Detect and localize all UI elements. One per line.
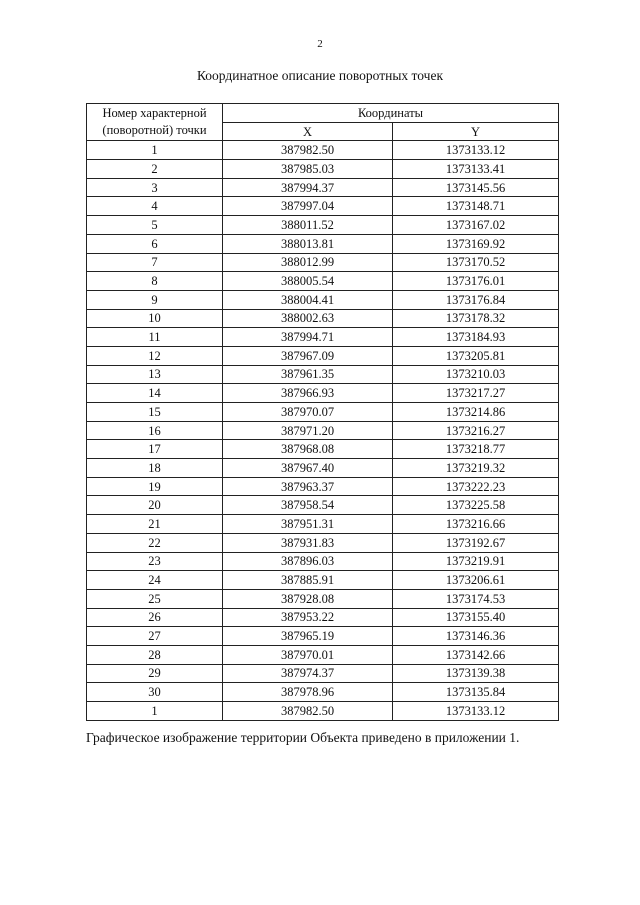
y-coordinate-cell: 1373216.66 <box>393 515 559 534</box>
y-coordinate-cell: 1373210.03 <box>393 365 559 384</box>
x-coordinate-cell: 387963.37 <box>223 477 393 496</box>
x-coordinate-cell: 387951.31 <box>223 515 393 534</box>
table-row <box>87 234 559 253</box>
table-row <box>87 645 559 664</box>
point-number-cell: 24 <box>87 571 223 590</box>
x-coordinate-cell: 387966.93 <box>223 384 393 403</box>
point-number-cell: 13 <box>87 365 223 384</box>
y-coordinate-cell: 1373214.86 <box>393 403 559 422</box>
table-row <box>87 571 559 590</box>
point-number-cell: 22 <box>87 533 223 552</box>
table-row <box>87 272 559 291</box>
point-number-cell: 11 <box>87 328 223 347</box>
table-row <box>87 515 559 534</box>
point-number-cell: 18 <box>87 459 223 478</box>
x-coordinate-cell: 387994.71 <box>223 328 393 347</box>
y-coordinate-cell: 1373192.67 <box>393 533 559 552</box>
point-number-cell: 25 <box>87 589 223 608</box>
table-row <box>87 459 559 478</box>
point-number-cell: 16 <box>87 421 223 440</box>
table-row <box>87 533 559 552</box>
point-number-cell: 4 <box>87 197 223 216</box>
table-row <box>87 178 559 197</box>
y-coordinate-cell: 1373133.12 <box>393 702 559 721</box>
table-row <box>87 477 559 496</box>
table-row <box>87 216 559 235</box>
point-number-cell: 20 <box>87 496 223 515</box>
point-number-cell: 9 <box>87 290 223 309</box>
table-row <box>87 197 559 216</box>
x-coordinate-cell: 387970.01 <box>223 645 393 664</box>
header-y: Y <box>393 122 559 141</box>
x-coordinate-cell: 388002.63 <box>223 309 393 328</box>
y-coordinate-cell: 1373219.32 <box>393 459 559 478</box>
y-coordinate-cell: 1373139.38 <box>393 664 559 683</box>
table-body <box>87 141 559 720</box>
point-number-cell: 3 <box>87 178 223 197</box>
table-row <box>87 608 559 627</box>
point-number-cell: 28 <box>87 645 223 664</box>
x-coordinate-cell: 387967.09 <box>223 346 393 365</box>
point-number-cell: 27 <box>87 627 223 646</box>
table-row <box>87 440 559 459</box>
table-row <box>87 664 559 683</box>
y-coordinate-cell: 1373205.81 <box>393 346 559 365</box>
point-number-cell: 8 <box>87 272 223 291</box>
document-title: Координатное описание поворотных точек <box>196 68 444 83</box>
y-coordinate-cell: 1373133.12 <box>393 141 559 160</box>
x-coordinate-cell: 388011.52 <box>223 216 393 235</box>
y-coordinate-cell: 1373170.52 <box>393 253 559 272</box>
x-coordinate-cell: 388012.99 <box>223 253 393 272</box>
point-number-cell: 10 <box>87 309 223 328</box>
x-coordinate-cell: 388013.81 <box>223 234 393 253</box>
y-coordinate-cell: 1373217.27 <box>393 384 559 403</box>
header-point-number-line2: (поворотной) точки <box>102 123 207 138</box>
x-coordinate-cell: 387982.50 <box>223 702 393 721</box>
x-coordinate-cell: 388004.41 <box>223 290 393 309</box>
table-row <box>87 683 559 702</box>
point-number-cell: 30 <box>87 683 223 702</box>
point-number-cell: 19 <box>87 477 223 496</box>
point-number-cell: 17 <box>87 440 223 459</box>
x-coordinate-cell: 387970.07 <box>223 403 393 422</box>
x-coordinate-cell: 387971.20 <box>223 421 393 440</box>
y-coordinate-cell: 1373176.84 <box>393 290 559 309</box>
point-number-cell: 2 <box>87 160 223 179</box>
y-coordinate-cell: 1373142.66 <box>393 645 559 664</box>
table-row <box>87 496 559 515</box>
table-row <box>87 160 559 179</box>
point-number-cell: 29 <box>87 664 223 683</box>
header-point-number <box>87 104 223 141</box>
table-row <box>87 421 559 440</box>
point-number-cell: 21 <box>87 515 223 534</box>
point-number-cell: 1 <box>87 702 223 721</box>
x-coordinate-cell: 387896.03 <box>223 552 393 571</box>
x-coordinate-cell: 388005.54 <box>223 272 393 291</box>
point-number-cell: 1 <box>87 141 223 160</box>
x-coordinate-cell: 387928.08 <box>223 589 393 608</box>
y-coordinate-cell: 1373135.84 <box>393 683 559 702</box>
point-number-cell: 23 <box>87 552 223 571</box>
point-number-cell: 5 <box>87 216 223 235</box>
header-point-number-line1: Номер характерной <box>102 106 207 121</box>
y-coordinate-cell: 1373167.02 <box>393 216 559 235</box>
point-number-cell: 7 <box>87 253 223 272</box>
table-row <box>87 589 559 608</box>
table-row <box>87 141 559 160</box>
y-coordinate-cell: 1373225.58 <box>393 496 559 515</box>
table-row <box>87 346 559 365</box>
x-coordinate-cell: 387974.37 <box>223 664 393 683</box>
x-coordinate-cell: 387965.19 <box>223 627 393 646</box>
table-row <box>87 403 559 422</box>
x-coordinate-cell: 387961.35 <box>223 365 393 384</box>
y-coordinate-cell: 1373155.40 <box>393 608 559 627</box>
y-coordinate-cell: 1373222.23 <box>393 477 559 496</box>
table-row <box>87 627 559 646</box>
x-coordinate-cell: 387967.40 <box>223 459 393 478</box>
y-coordinate-cell: 1373206.61 <box>393 571 559 590</box>
x-coordinate-cell: 387997.04 <box>223 197 393 216</box>
y-coordinate-cell: 1373169.92 <box>393 234 559 253</box>
table-row <box>87 290 559 309</box>
footnote-text: Графическое изображение территории Объекта приведено в приложении 1. <box>86 730 520 745</box>
table-row <box>87 552 559 571</box>
x-coordinate-cell: 387968.08 <box>223 440 393 459</box>
x-coordinate-cell: 387985.03 <box>223 160 393 179</box>
y-coordinate-cell: 1373133.41 <box>393 160 559 179</box>
x-coordinate-cell: 387982.50 <box>223 141 393 160</box>
point-number-cell: 26 <box>87 608 223 627</box>
x-coordinate-cell: 387931.83 <box>223 533 393 552</box>
point-number-cell: 12 <box>87 346 223 365</box>
table-row <box>87 328 559 347</box>
y-coordinate-cell: 1373219.91 <box>393 552 559 571</box>
y-coordinate-cell: 1373174.53 <box>393 589 559 608</box>
x-coordinate-cell: 387994.37 <box>223 178 393 197</box>
page-number: 2 <box>317 38 323 50</box>
y-coordinate-cell: 1373178.32 <box>393 309 559 328</box>
point-number-cell: 15 <box>87 403 223 422</box>
table-row <box>87 702 559 721</box>
y-coordinate-cell: 1373216.27 <box>393 421 559 440</box>
header-coordinates: Координаты <box>223 104 559 123</box>
y-coordinate-cell: 1373146.36 <box>393 627 559 646</box>
y-coordinate-cell: 1373184.93 <box>393 328 559 347</box>
table-row <box>87 365 559 384</box>
table-header <box>87 104 559 141</box>
header-row-top <box>87 104 559 123</box>
point-number-cell: 6 <box>87 234 223 253</box>
y-coordinate-cell: 1373148.71 <box>393 197 559 216</box>
y-coordinate-cell: 1373218.77 <box>393 440 559 459</box>
x-coordinate-cell: 387953.22 <box>223 608 393 627</box>
x-coordinate-cell: 387958.54 <box>223 496 393 515</box>
table-row <box>87 384 559 403</box>
table-row <box>87 309 559 328</box>
table-row <box>87 253 559 272</box>
coordinates-table <box>86 103 559 721</box>
point-number-cell: 14 <box>87 384 223 403</box>
y-coordinate-cell: 1373145.56 <box>393 178 559 197</box>
x-coordinate-cell: 387885.91 <box>223 571 393 590</box>
x-coordinate-cell: 387978.96 <box>223 683 393 702</box>
header-x: X <box>223 122 393 141</box>
y-coordinate-cell: 1373176.01 <box>393 272 559 291</box>
